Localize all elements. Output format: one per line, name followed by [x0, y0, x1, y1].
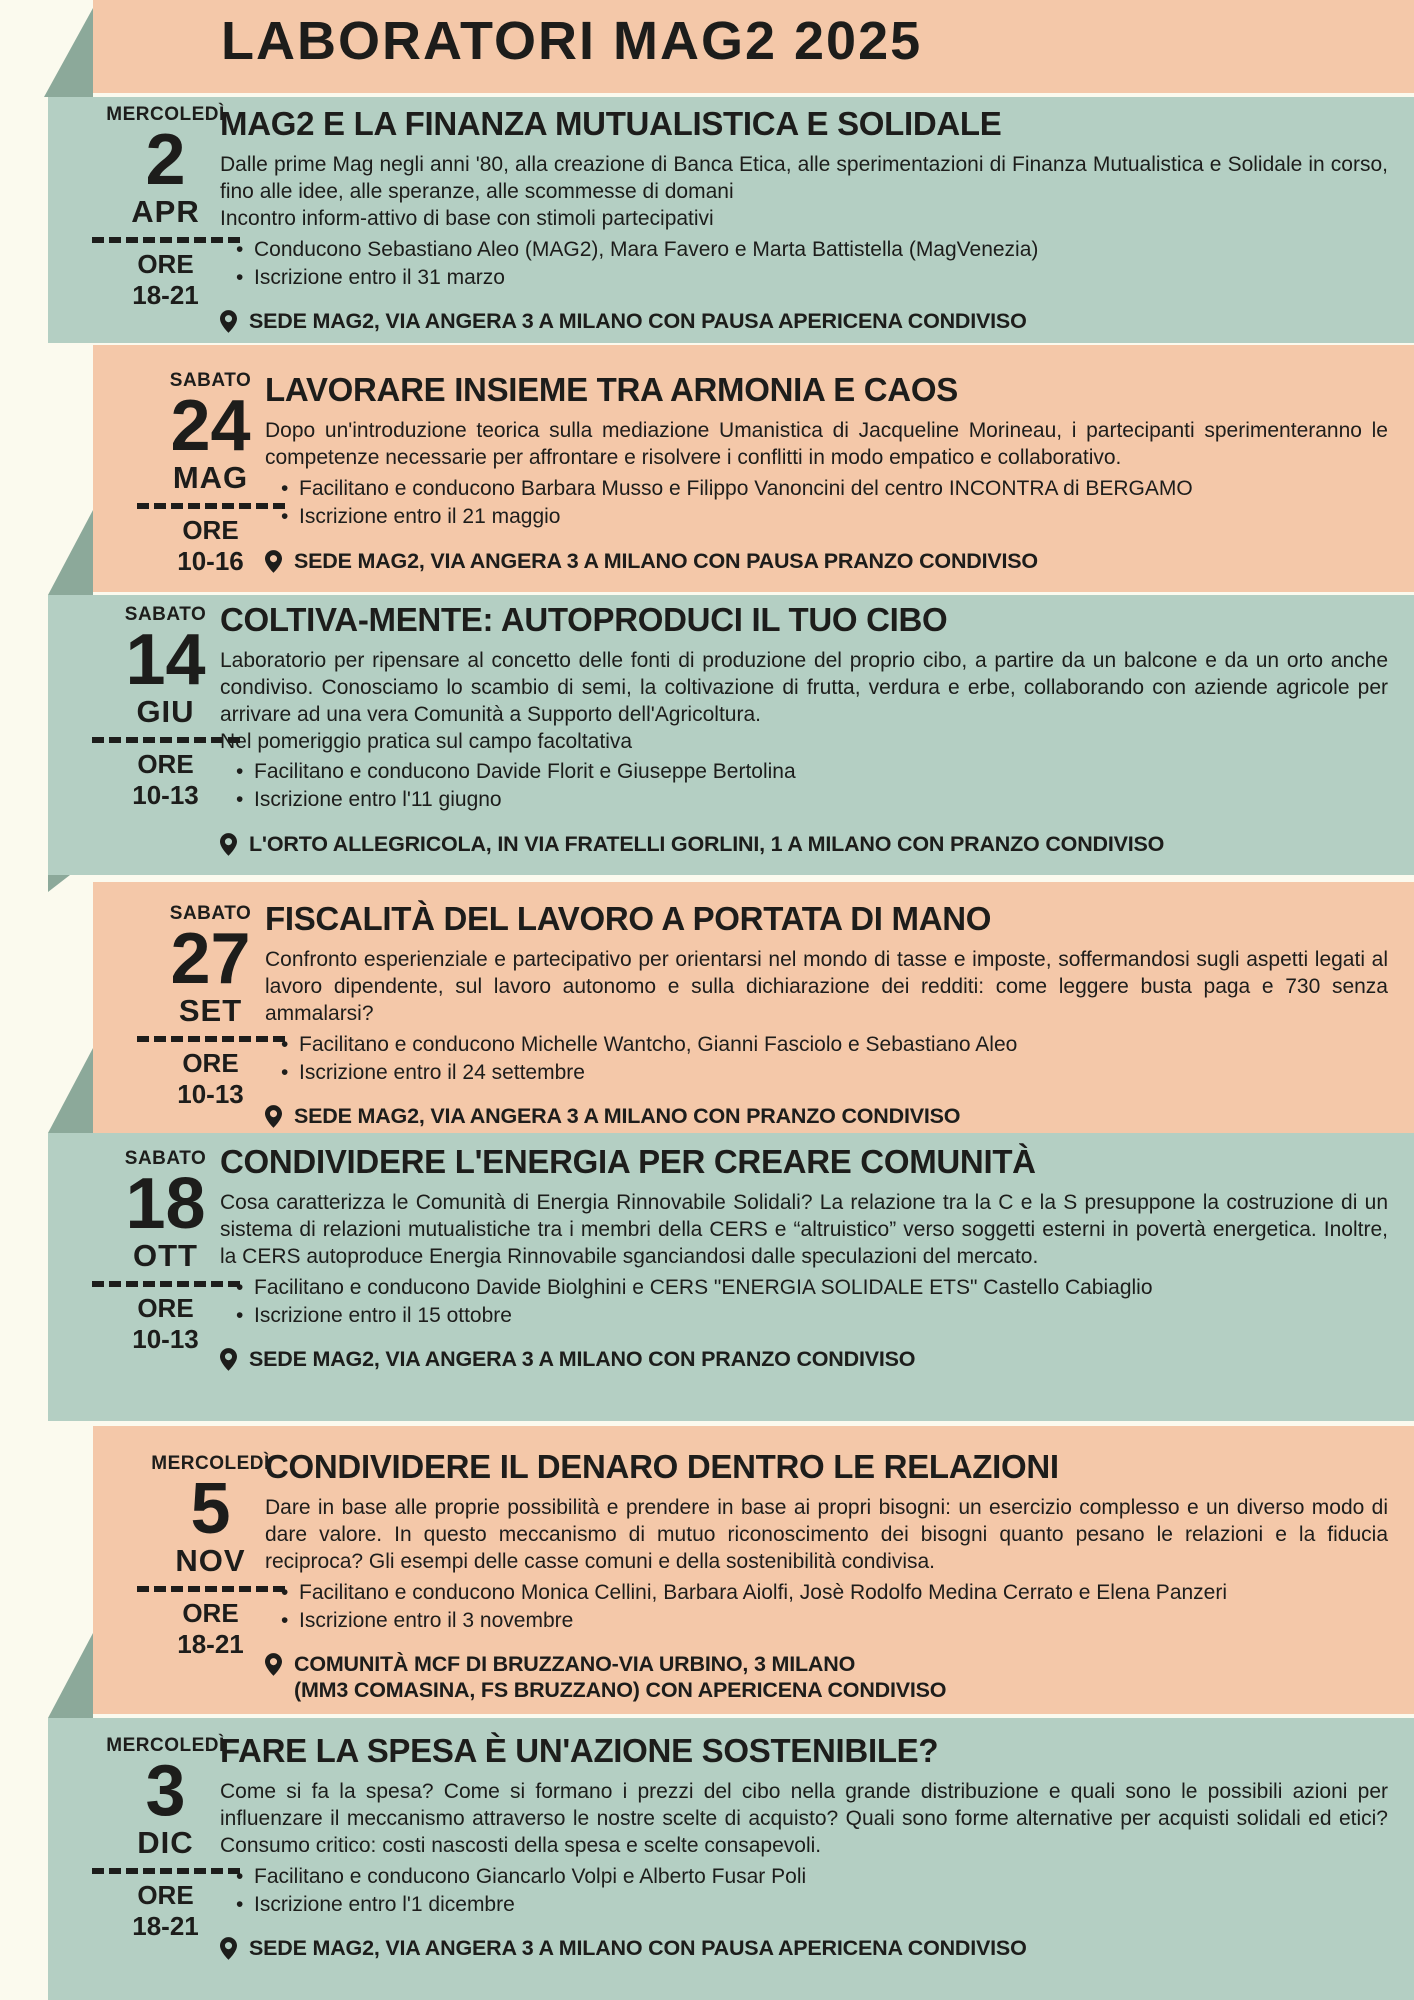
event-title: MAG2 E LA FINANZA MUTUALISTICA E SOLIDALE: [220, 105, 1002, 142]
event-title: COLTIVA-MENTE: AUTOPRODUCI IL TUO CIBO: [220, 601, 948, 638]
time-range: 10-13: [132, 1324, 199, 1355]
bullet-item: • Iscrizione entro il 31 marzo: [254, 264, 1388, 292]
ribbon-fold-header: [44, 8, 93, 97]
event-band-27-set: [93, 882, 1414, 1133]
location-pin-icon: [265, 1653, 282, 1676]
location-text: [294, 1652, 946, 1704]
day-number: 27: [170, 919, 251, 999]
month-label: GIU: [136, 694, 195, 730]
bullet-item: • Iscrizione entro l'1 dicembre: [254, 1891, 1388, 1919]
bullet-item: • Iscrizione entro l'11 giugno: [254, 786, 1388, 814]
day-number: 3: [145, 1751, 186, 1831]
month-label: DIC: [137, 1825, 194, 1861]
event-location: [220, 1936, 1388, 1962]
event-title: FARE LA SPESA È UN'AZIONE SOSTENIBILE?: [220, 1732, 939, 1769]
dashed-divider: [92, 1868, 240, 1874]
event-description: Dare in base alle proprie possibilità e prendere in base ai propri bisogni: un esercizio complesso e un diverso modo di dare valore. In questo meccanismo di mutuo riconoscimento dei bisogni quanto pesano le relazioni e la fiducia reciproca? Gli esempi delle casse comuni e della sostenibilità condivisa.: [265, 1495, 1388, 1573]
event-title: LAVORARE INSIEME TRA ARMONIA E CAOS: [265, 371, 958, 408]
location-pin-icon: [220, 1348, 237, 1371]
event-location: [265, 549, 1388, 575]
event-band-2-apr: [48, 97, 1414, 343]
day-number: 18: [125, 1164, 206, 1244]
event-band-5-nov: [93, 1426, 1414, 1714]
event-description: Come si fa la spesa? Come si formano i prezzi del cibo nella grande distribuzione e quali sono le possibili azioni per influenzare il meccanismo attraverso le nostre scelte di acquisto? Quali sono forme alternative per acquisti solidali ed etici? Consumo critico: costi nascosti della spesa e scelte consapevoli.: [220, 1779, 1388, 1857]
ribbon-fold-ott: [48, 1048, 93, 1133]
event-location: [220, 1347, 1388, 1373]
event-bullets: [265, 1579, 1388, 1635]
location-pin-icon: [265, 550, 282, 573]
day-label: SABATO: [169, 903, 252, 924]
dashed-divider: [92, 737, 240, 743]
month-label: MAG: [172, 460, 249, 496]
location-pin-icon: [220, 833, 237, 856]
day-number: 14: [125, 620, 206, 700]
event-description: Laboratorio per ripensare al concetto delle fonti di produzione del proprio cibo, a partire da un balcone e da un orto anche condiviso. Conosciamo lo scambio di semi, la coltivazione di frutta, verdura e erbe, collaborando con aziende agricole per arrivare ad una vera Comunità a Supporto dell'Agricoltura.: [220, 648, 1388, 726]
event-content: [265, 902, 1388, 1130]
time-range: 18-21: [132, 1911, 199, 1942]
day-label: SABATO: [124, 1148, 207, 1169]
bullet-item: • Iscrizione entro il 15 ottobre: [254, 1302, 1388, 1330]
month-label: NOV: [175, 1543, 246, 1579]
event-bullets: [265, 1031, 1388, 1087]
day-label: MERCOLEDÌ: [106, 104, 225, 125]
bullet-item: • Facilitano e conducono Giancarlo Volpi e Alberto Fusar Poli: [254, 1863, 1388, 1891]
event-bullets: [220, 236, 1388, 292]
dashed-divider: [137, 1036, 285, 1042]
location-text: SEDE MAG2, VIA ANGERA 3 A MILANO CON PAUSA APERICENA CONDIVISO: [249, 1936, 1027, 1961]
event-content: [220, 107, 1388, 335]
ribbon-fold-dic: [48, 1633, 93, 1718]
event-content: [220, 1145, 1388, 1373]
location-line-2: (MM3 COMASINA, FS BRUZZANO) CON APERICENA CONDIVISO: [294, 1678, 947, 1703]
time-range: 18-21: [177, 1629, 244, 1660]
bullet-item: • Iscrizione entro il 3 novembre: [299, 1607, 1388, 1635]
event-content: [265, 373, 1388, 574]
ribbon-notch-giu: [48, 875, 70, 892]
ribbon-fold-giu: [48, 510, 93, 595]
ore-label: ORE: [182, 1048, 239, 1079]
day-label: SABATO: [169, 370, 252, 391]
location-pin-icon: [265, 1105, 282, 1128]
event-title: CONDIVIDERE L'ENERGIA PER CREARE COMUNITÀ: [220, 1143, 1036, 1180]
event-location: [265, 1104, 1388, 1130]
day-label: SABATO: [124, 604, 207, 625]
ore-label: ORE: [137, 1293, 194, 1324]
event-bullets: [265, 475, 1388, 531]
event-description: Cosa caratterizza le Comunità di Energia Rinnovabile Solidali? La relazione tra la C e la S presuppone la costruzione di un sistema di relazioni mutualistiche tra i membri della CERS e “altruistico” verso soggetti esterni in povertà energetica. Inoltre, la CERS autoproduce Energia Rinnovabile sganciandosi dalle speculazioni del mercato.: [220, 1190, 1388, 1268]
location-text: SEDE MAG2, VIA ANGERA 3 A MILANO CON PRANZO CONDIVISO: [249, 1347, 916, 1372]
bullet-item: • Facilitano e conducono Monica Cellini, Barbara Aiolfi, Josè Rodolfo Medina Cerrato e Elena Panzeri: [299, 1579, 1388, 1607]
location-line-1: COMUNITÀ MCF DI BRUZZANO-VIA URBINO, 3 MILANO: [294, 1652, 856, 1677]
event-bullets: [220, 1863, 1388, 1919]
ore-label: ORE: [182, 515, 239, 546]
bullet-item: • Facilitano e conducono Barbara Musso e Filippo Vanoncini del centro INCONTRA di BERGAMO: [299, 475, 1388, 503]
event-description: Nel pomeriggio pratica sul campo facoltativa: [220, 729, 633, 753]
day-label: MERCOLEDÌ: [151, 1453, 270, 1474]
event-location: [220, 309, 1388, 335]
month-label: OTT: [133, 1238, 198, 1274]
event-content: [265, 1450, 1388, 1704]
day-number: 2: [145, 120, 186, 200]
time-range: 10-13: [132, 780, 199, 811]
location-text: SEDE MAG2, VIA ANGERA 3 A MILANO CON PAUSA APERICENA CONDIVISO: [249, 309, 1027, 334]
page-title: LABORATORI MAG2 2025: [221, 11, 923, 71]
location-pin-icon: [220, 310, 237, 333]
day-number: 24: [170, 386, 251, 466]
event-band-24-mag: [93, 345, 1414, 592]
bullet-item: • Iscrizione entro il 21 maggio: [299, 503, 1388, 531]
dashed-divider: [92, 1281, 240, 1287]
event-description: Confronto esperienziale e partecipativo per orientarsi nel mondo di tasse e imposte, soffermandosi sugli aspetti legati al lavoro dipendente, sul lavoro autonomo e sulla dichiarazione dei redditi: come leggere busta paga e 730 senza ammalarsi?: [265, 947, 1388, 1025]
month-label: SET: [178, 993, 243, 1029]
time-range: 10-16: [177, 546, 244, 577]
location-text: SEDE MAG2, VIA ANGERA 3 A MILANO CON PAUSA PRANZO CONDIVISO: [294, 548, 1038, 573]
event-title: FISCALITÀ DEL LAVORO A PORTATA DI MANO: [265, 900, 992, 937]
event-location: [265, 1652, 1388, 1704]
ore-label: ORE: [137, 1880, 194, 1911]
event-location: [220, 832, 1388, 858]
dashed-divider: [137, 503, 285, 509]
time-range: 18-21: [132, 280, 199, 311]
ore-label: ORE: [137, 749, 194, 780]
event-content: [220, 603, 1388, 858]
event-bullets: [220, 758, 1388, 814]
bullet-item: • Iscrizione entro il 24 settembre: [299, 1059, 1388, 1087]
event-title: CONDIVIDERE IL DENARO DENTRO LE RELAZIONI: [265, 1448, 1059, 1485]
bullet-item: • Conducono Sebastiano Aleo (MAG2), Mara Favero e Marta Battistella (MagVenezia): [254, 236, 1388, 264]
ore-label: ORE: [137, 249, 194, 280]
event-content: [220, 1734, 1388, 1962]
event-band-18-ott: [48, 1133, 1414, 1421]
day-label: MERCOLEDÌ: [106, 1735, 225, 1756]
event-description: Dopo un'introduzione teorica sulla mediazione Umanistica di Jacqueline Morineau, i partecipanti sperimenteranno le competenze necessarie per affrontare e risolvere i conflitti in modo empatico e collaborativo.: [265, 418, 1388, 469]
time-range: 10-13: [177, 1079, 244, 1110]
location-text: L'ORTO ALLEGRICOLA, IN VIA FRATELLI GORLINI, 1 A MILANO CON PRANZO CONDIVISO: [249, 832, 1165, 857]
bullet-item: • Facilitano e conducono Davide Biolghini e CERS "ENERGIA SOLIDALE ETS" Castello Cabiaglio: [254, 1274, 1388, 1302]
bullet-item: • Facilitano e conducono Michelle Wantcho, Gianni Fasciolo e Sebastiano Aleo: [299, 1031, 1388, 1059]
ore-label: ORE: [182, 1598, 239, 1629]
bullet-item: • Facilitano e conducono Davide Florit e Giuseppe Bertolina: [254, 758, 1388, 786]
event-description: Incontro inform-attivo di base con stimoli partecipativi: [220, 206, 714, 230]
location-text: SEDE MAG2, VIA ANGERA 3 A MILANO CON PRANZO CONDIVISO: [294, 1104, 961, 1129]
day-number: 5: [190, 1469, 231, 1549]
location-pin-icon: [220, 1937, 237, 1960]
dashed-divider: [92, 237, 240, 243]
event-description: Dalle prime Mag negli anni '80, alla creazione di Banca Etica, alle sperimentazioni di Finanza Mutualistica e Solidale in corso, fino alle idee, alle speranze, alle scommesse di domani: [220, 152, 1388, 203]
event-bullets: [220, 1274, 1388, 1330]
event-band-14-giu: [48, 595, 1414, 875]
dashed-divider: [137, 1586, 285, 1592]
event-band-3-dic: [48, 1718, 1414, 2000]
header-band: [93, 0, 1414, 93]
month-label: APR: [131, 194, 200, 230]
